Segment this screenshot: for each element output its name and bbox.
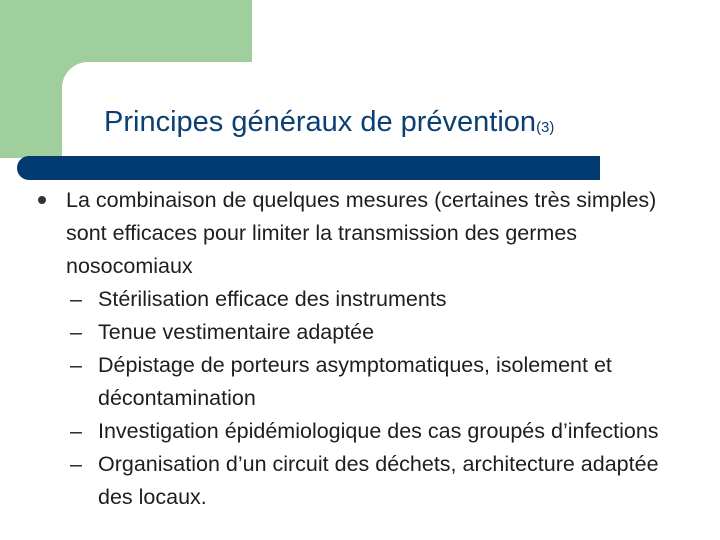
main-bullet — [38, 184, 688, 283]
main-bullet-text: La combinaison de quelques mesures (certaines très simples) sont efficaces pour limiter la transmission des germes nosocomiaux — [66, 188, 657, 278]
bullet-dot-icon — [38, 196, 46, 204]
sub-item-text: Organisation d’un circuit des déchets, architecture adaptée des locaux. — [98, 452, 659, 509]
title-divider-bar — [17, 156, 600, 180]
sub-bullet-list — [38, 283, 688, 514]
sub-item-text: Investigation épidémiologique des cas groupés d’infections — [98, 419, 659, 443]
sub-item-text: Stérilisation efficace des instruments — [98, 287, 447, 311]
dash-icon: – — [70, 452, 82, 476]
sub-item-text: Dépistage de porteurs asymptomatiques, isolement et décontamination — [98, 353, 612, 410]
list-item — [38, 415, 688, 448]
list-item — [38, 448, 688, 514]
sub-item-text: Tenue vestimentaire adaptée — [98, 320, 375, 344]
slide-title — [104, 106, 664, 139]
title-suffix: (3) — [536, 119, 555, 136]
list-item — [38, 316, 688, 349]
dash-icon: – — [70, 419, 82, 443]
slide-body — [38, 184, 688, 514]
dash-icon: – — [70, 320, 82, 344]
list-item — [38, 283, 688, 316]
list-item — [38, 349, 688, 415]
title-text: Principes généraux de prévention — [104, 106, 537, 138]
dash-icon: – — [70, 353, 82, 377]
dash-icon: – — [70, 287, 82, 311]
